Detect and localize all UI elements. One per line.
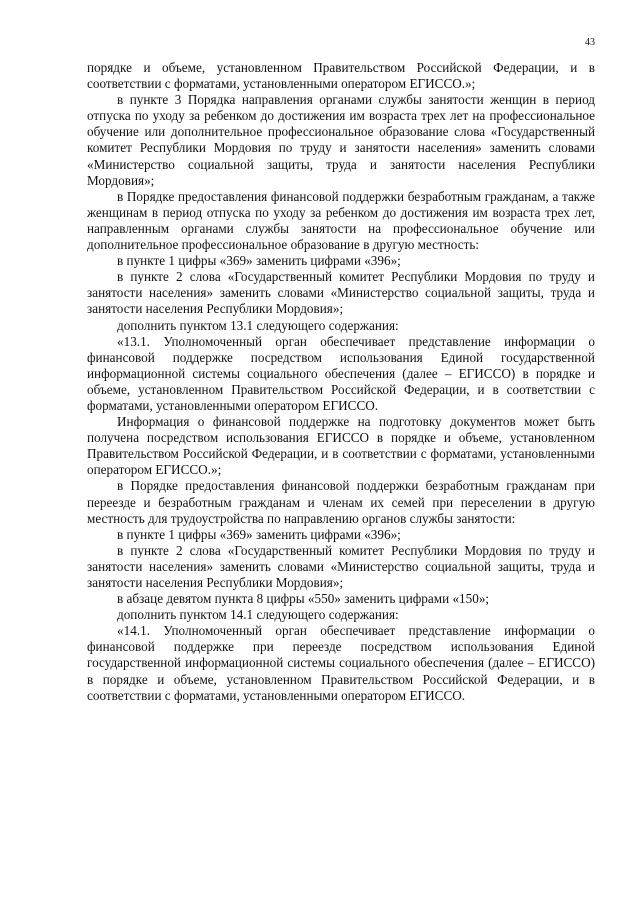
paragraph: в пункте 1 цифры «369» заменить цифрами «396»; (117, 526, 401, 542)
document-body (87, 60, 595, 704)
paragraph: порядке и объеме, установленном Правительством Российской Федерации, и в соответствии с форматами, установленными оператором ЕГИССО.»; (87, 60, 595, 92)
paragraph: в пункте 1 цифры «369» заменить цифрами «396»; (117, 253, 401, 269)
page-number: 43 (585, 37, 595, 48)
paragraph: в пункте 3 Порядка направления органами службы занятости женщин в период отпуска по уходу за ребенком до достижения им возраста трех лет на профессиональное обучение или дополнительное профессиональное образование слова «Государственный комитет Республики Мордовия по труду и занятости населения» заменить словами «Министерство социальной защиты, труда и занятости населения Республики Мордовия»; (87, 92, 595, 188)
paragraph: Информация о финансовой поддержке на подготовку документов может быть получена посредством использования ЕГИССО в порядке и объеме, установленном Правительством Российской Федерации, и в соответствии с форматами, установленными оператором ЕГИССО.»; (87, 414, 595, 478)
paragraph: «14.1. Уполномоченный орган обеспечивает представление информации о финансовой поддержке при переезде посредством использования Единой государственной информационной системы социального обеспечения (далее – ЕГИССО) в порядке и объеме, установленном Правительством Российской Федерации, и в соответствии с форматами, установленными оператором ЕГИССО. (87, 623, 595, 703)
paragraph: в абзаце девятом пункта 8 цифры «550» заменить цифрами «150»; (117, 591, 490, 607)
paragraph: в Порядке предоставления финансовой поддержки безработным гражданам при переезде и безработным гражданам и членам их семей при переселении в другую местность для трудоустройства по направлению органов службы занятости: (87, 478, 595, 526)
paragraph: дополнить пунктом 14.1 следующего содержания: (117, 607, 399, 623)
paragraph: в пункте 2 слова «Государственный комитет Республики Мордовия по труду и занятости населения» заменить словами «Министерство социальной защиты, труда и занятости населения Республики Мордовия»; (87, 269, 595, 317)
paragraph: дополнить пунктом 13.1 следующего содержания: (117, 317, 399, 333)
paragraph: «13.1. Уполномоченный орган обеспечивает представление информации о финансовой поддержке посредством использования Единой государственной информационной системы социального обеспечения (далее – ЕГИССО) в порядке и объеме, установленном Правительством Российской Федерации, и в соответствии с форматами, установленными оператором ЕГИССО. (87, 333, 595, 413)
paragraph: в Порядке предоставления финансовой поддержки безработным гражданам, а также женщинам в период отпуска по уходу за ребенком до достижения им возраста трех лет, направленным органами службы занятости на профессиональное обучение или дополнительное профессиональное образование в другую местность: (87, 188, 595, 253)
paragraph: в пункте 2 слова «Государственный комитет Республики Мордовия по труду и занятости населения» заменить словами «Министерство социальной защиты, труда и занятости населения Республики Мордовия»; (87, 542, 595, 590)
